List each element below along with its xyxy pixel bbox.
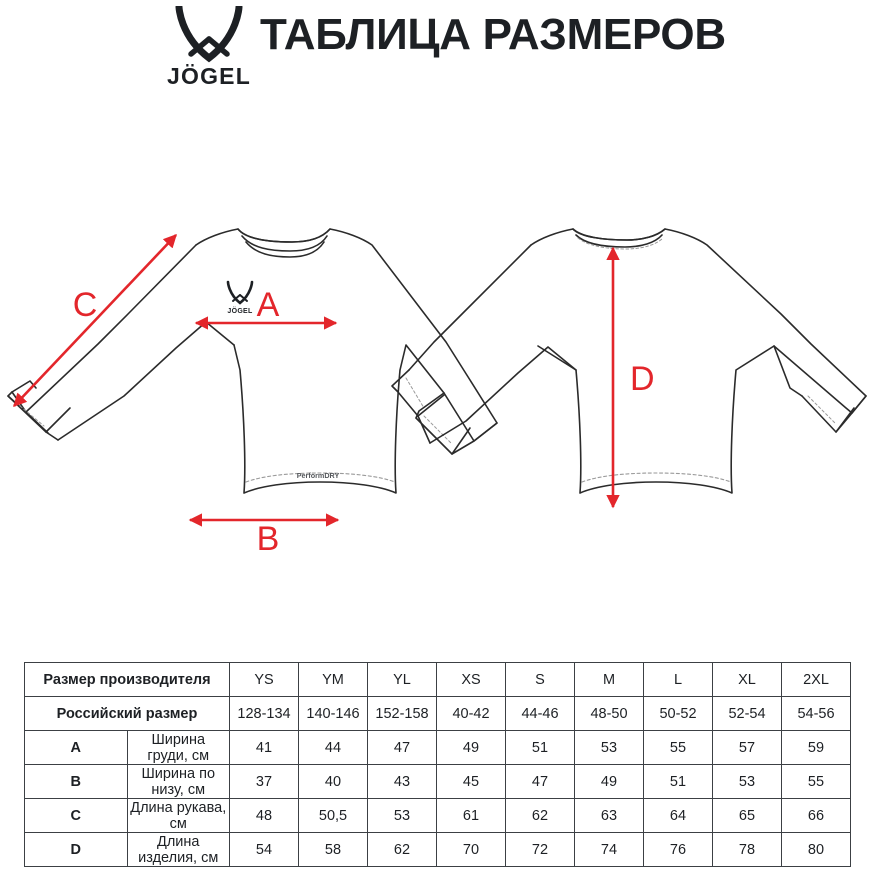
header-size-7: XL: [713, 663, 782, 697]
row-c-value-5: 63: [575, 799, 644, 833]
russian-size-3: 40-42: [437, 697, 506, 731]
measure-arrow-c: [14, 235, 176, 406]
row-c-value-1: 50,5: [299, 799, 368, 833]
row-d-value-1: 58: [299, 833, 368, 867]
table-row-russian-size: [25, 697, 851, 731]
row-b-value-1: 40: [299, 765, 368, 799]
table-row-c: [25, 799, 851, 833]
measure-arrow-a: [196, 286, 336, 324]
page-header: [0, 0, 875, 115]
row-c-value-6: 64: [644, 799, 713, 833]
row-label-c: Длина рукава, см: [127, 799, 230, 833]
row-a-value-5: 53: [575, 731, 644, 765]
row-b-value-5: 49: [575, 765, 644, 799]
row-b-value-7: 53: [713, 765, 782, 799]
row-letter-b: B: [25, 765, 128, 799]
shirt-back-outline: [392, 229, 866, 493]
row-c-value-0: 48: [230, 799, 299, 833]
header-size-5: M: [575, 663, 644, 697]
header-size-0: YS: [230, 663, 299, 697]
row-c-value-3: 61: [437, 799, 506, 833]
row-b-value-0: 37: [230, 765, 299, 799]
row-b-value-3: 45: [437, 765, 506, 799]
russian-size-8: 54-56: [782, 697, 851, 731]
page-title: ТАБЛИЦА РАЗМЕРОВ: [260, 10, 726, 59]
measure-arrow-b: [190, 520, 338, 550]
row-d-value-5: 74: [575, 833, 644, 867]
row-b-value-2: 43: [368, 765, 437, 799]
table-row-b: [25, 765, 851, 799]
row-d-value-2: 62: [368, 833, 437, 867]
header-label-manufacturer: Размер производителя: [25, 663, 230, 697]
row-label-a: Ширина груди, см: [127, 731, 230, 765]
row-d-value-7: 78: [713, 833, 782, 867]
row-a-value-3: 49: [437, 731, 506, 765]
shirt-front-outline: [8, 229, 497, 493]
russian-size-5: 48-50: [575, 697, 644, 731]
garment-illustration: [0, 210, 875, 550]
row-c-value-4: 62: [506, 799, 575, 833]
russian-size-0: 128-134: [230, 697, 299, 731]
performdry-label: PerformDRY: [296, 471, 340, 480]
row-a-value-6: 55: [644, 731, 713, 765]
measure-arrow-d: [613, 248, 655, 507]
row-label-d: Длина изделия, см: [127, 833, 230, 867]
row-b-value-6: 51: [644, 765, 713, 799]
header-size-8: 2XL: [782, 663, 851, 697]
measure-label-a: A: [256, 286, 280, 324]
russian-size-7: 52-54: [713, 697, 782, 731]
jogel-logo: [163, 6, 255, 94]
row-c-value-2: 53: [368, 799, 437, 833]
row-c-value-7: 65: [713, 799, 782, 833]
size-chart-table: [24, 662, 851, 867]
row-letter-c: C: [25, 799, 128, 833]
row-label-b: Ширина по низу, см: [127, 765, 230, 799]
russian-size-6: 50-52: [644, 697, 713, 731]
row-c-value-8: 66: [782, 799, 851, 833]
measure-label-c: C: [72, 286, 98, 324]
table-row-d: [25, 833, 851, 867]
header-label-russian: Российский размер: [25, 697, 230, 731]
row-letter-a: A: [25, 731, 128, 765]
row-b-value-4: 47: [506, 765, 575, 799]
russian-size-4: 44-46: [506, 697, 575, 731]
jogel-wordmark: JÖGEL: [167, 63, 251, 89]
row-d-value-0: 54: [230, 833, 299, 867]
row-a-value-8: 59: [782, 731, 851, 765]
header-size-2: YL: [368, 663, 437, 697]
row-d-value-3: 70: [437, 833, 506, 867]
row-b-value-8: 55: [782, 765, 851, 799]
row-d-value-8: 80: [782, 833, 851, 867]
russian-size-2: 152-158: [368, 697, 437, 731]
header-size-1: YM: [299, 663, 368, 697]
row-a-value-2: 47: [368, 731, 437, 765]
row-a-value-1: 44: [299, 731, 368, 765]
table-row-manufacturer-size: [25, 663, 851, 697]
chest-logo: [227, 282, 253, 315]
measure-label-b: B: [256, 520, 280, 550]
header-size-6: L: [644, 663, 713, 697]
row-a-value-4: 51: [506, 731, 575, 765]
measure-label-d: D: [630, 360, 655, 398]
row-d-value-4: 72: [506, 833, 575, 867]
jogel-wishbone-icon: [171, 6, 247, 64]
row-a-value-7: 57: [713, 731, 782, 765]
row-letter-d: D: [25, 833, 128, 867]
row-d-value-6: 76: [644, 833, 713, 867]
russian-size-1: 140-146: [299, 697, 368, 731]
header-size-3: XS: [437, 663, 506, 697]
svg-text:JÖGEL: JÖGEL: [227, 308, 253, 315]
row-a-value-0: 41: [230, 731, 299, 765]
table-row-a: [25, 731, 851, 765]
header-size-4: S: [506, 663, 575, 697]
